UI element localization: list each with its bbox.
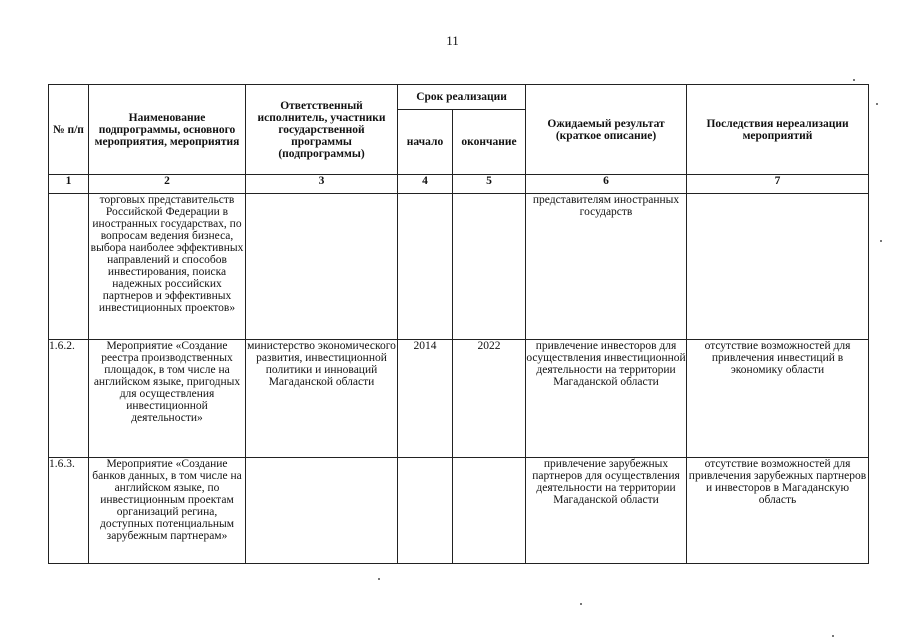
scan-speck [876,103,878,105]
row-consequences: отсутствие возможностей для привлечения инвестиций в экономику области [687,340,869,458]
row-num [49,194,89,340]
row-name: Мероприятие «Создание реестра производственных площадок, в том числе на английском языке, пригодных для осуществления инвестиционной деятельности» [89,340,246,458]
scan-speck [580,603,582,605]
row-num: 1.6.2. [49,340,89,458]
column-number: 1 [49,175,89,194]
row-num: 1.6.3. [49,458,89,564]
column-number: 5 [453,175,526,194]
column-number: 2 [89,175,246,194]
row-result: представителям иностранных государств [526,194,687,340]
row-start: 2014 [398,340,453,458]
header-name: Наименование подпрограммы, основного мероприятия, мероприятия [89,85,246,175]
header-end: окончание [453,110,526,175]
row-name: торговых представительств Российской Федерации в иностранных государствах, по вопросам ведения бизнеса, выбора наиболее эффективных направлений и способов инвестирования, поиска надежных российских партнеров и эффективных инвестиционных проектов» [89,194,246,340]
row-start [398,194,453,340]
header-num: № п/п [49,85,89,175]
row-result: привлечение зарубежных партнеров для осуществления деятельности на территории Магаданской области [526,458,687,564]
row-end: 2022 [453,340,526,458]
scan-speck [880,240,882,242]
scan-speck [378,578,380,580]
header-period: Срок реализации [398,85,526,110]
row-executor [246,458,398,564]
table-row [49,194,869,340]
header-consequences: Последствия нереализации мероприятий [687,85,869,175]
table-row [49,458,869,564]
row-executor [246,194,398,340]
scan-speck [853,79,855,81]
row-consequences [687,194,869,340]
scan-speck [832,635,834,637]
header-result: Ожидаемый результат (краткое описание) [526,85,687,175]
row-end [453,458,526,564]
column-numbers-row [49,175,869,194]
page-number: 11 [446,33,459,48]
table-row [49,340,869,458]
column-number: 6 [526,175,687,194]
column-number: 7 [687,175,869,194]
row-end [453,194,526,340]
row-result: привлечение инвесторов для осуществления инвестиционной деятельности на территории Магаданской области [526,340,687,458]
program-activities-table [48,84,869,564]
header-executor: Ответственный исполнитель, участники государственной программы (подпрограммы) [246,85,398,175]
header-start: начало [398,110,453,175]
row-executor: министерство экономического развития, инвестиционной политики и инноваций Магаданской области [246,340,398,458]
column-number: 4 [398,175,453,194]
row-name: Мероприятие «Создание банков данных, в том числе на английском языке, по инвестиционным проектам организаций регина, доступных потенциальным зарубежным партнерам» [89,458,246,564]
row-consequences: отсутствие возможностей для привлечения зарубежных партнеров и инвесторов в Магаданскую область [687,458,869,564]
row-start [398,458,453,564]
column-number: 3 [246,175,398,194]
